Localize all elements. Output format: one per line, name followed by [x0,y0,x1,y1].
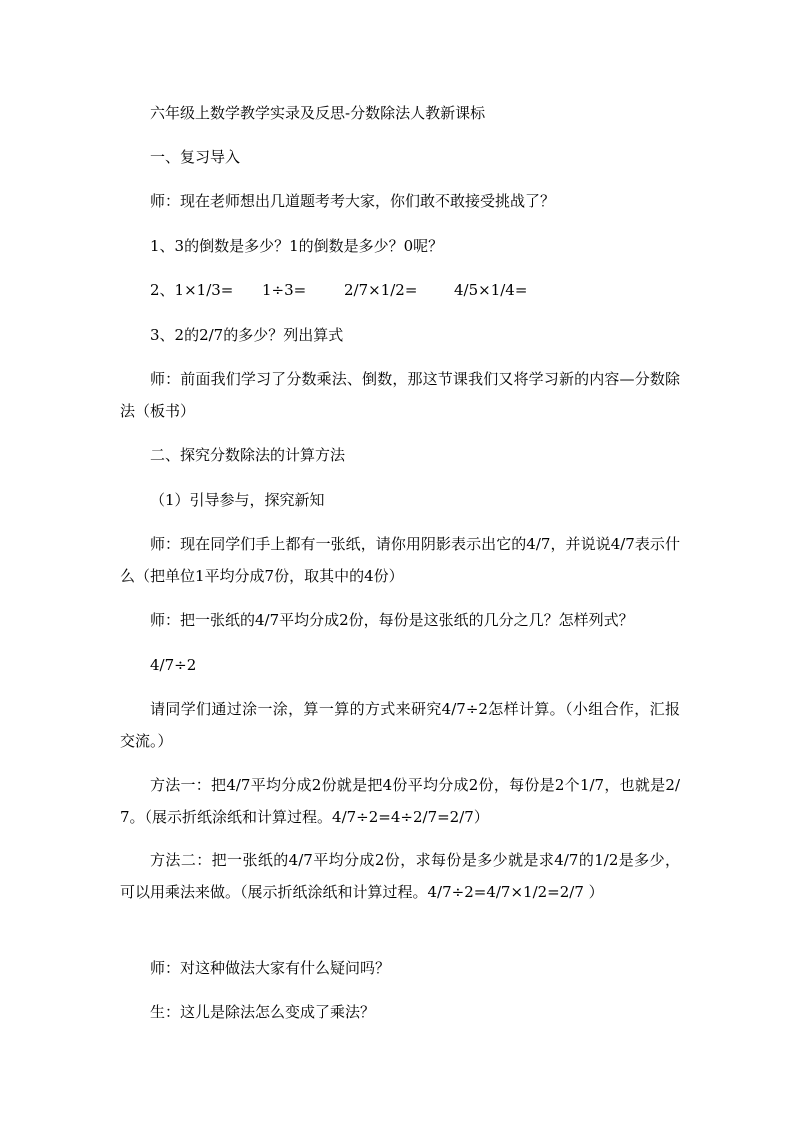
teacher-paper-paragraph: 师：现在同学们手上都有一张纸，请你用阴影表示出它的4/7，并说说4/7表示什么（把单位1平均分成7份，取其中的4份） [120,535,680,585]
teacher-intro-paragraph: 师：现在老师想出几道题考考大家，你们敢不敢接受挑战了？ [150,192,556,210]
section-heading-review: 一、复习导入 [150,148,241,166]
review-question-1: 1、3的倒数是多少？1的倒数是多少？0呢？ [150,237,444,255]
question-2-label: 2、1×1/3= [150,281,234,299]
division-expression: 4/7÷2 [150,656,197,674]
teacher-divide-paragraph: 师：把一张纸的4/7平均分成2份，每份是这张纸的几分之几？怎样列式？ [150,611,634,629]
method-one-paragraph: 方法一：把4/7平均分成2份就是把4份平均分成2份，每份是2个1/7，也就是2/7。（展示折纸涂纸和计算过程。4/7÷2=4÷2/7=2/7） [120,776,680,826]
section-heading-explore: 二、探究分数除法的计算方法 [150,446,346,464]
review-question-2 [150,281,527,299]
teacher-transition-paragraph: 师：前面我们学习了分数乘法、倒数，那这节课我们又将学习新的内容—分数除法（板书） [120,370,680,420]
subsection-heading: （1）引导参与，探究新知 [150,491,325,509]
instruction-paragraph: 请同学们通过涂一涂，算一算的方式来研究4/7÷2怎样计算。（小组合作，汇报交流。） [120,700,680,750]
question-2-item: 4/5×1/4= [454,281,528,299]
student-question-paragraph: 生：这儿是除法怎么变成了乘法？ [150,1003,376,1021]
question-2-item: 1÷3= [262,281,307,299]
method-two-paragraph: 方法二：把一张纸的4/7平均分成2份，求每份是多少就是求4/7的1/2是多少，可以用乘法来做。（展示折纸涂纸和计算过程。4/7÷2=4/7×1/2=2/7 ） [120,851,680,901]
teacher-question-paragraph: 师：对这种做法大家有什么疑问吗？ [150,959,391,977]
question-2-item: 2/7×1/2= [344,281,418,299]
document-title: 六年级上数学教学实录及反思-分数除法人教新课标 [150,104,486,122]
review-question-3: 3、2的2/7的多少？列出算式 [150,326,344,344]
